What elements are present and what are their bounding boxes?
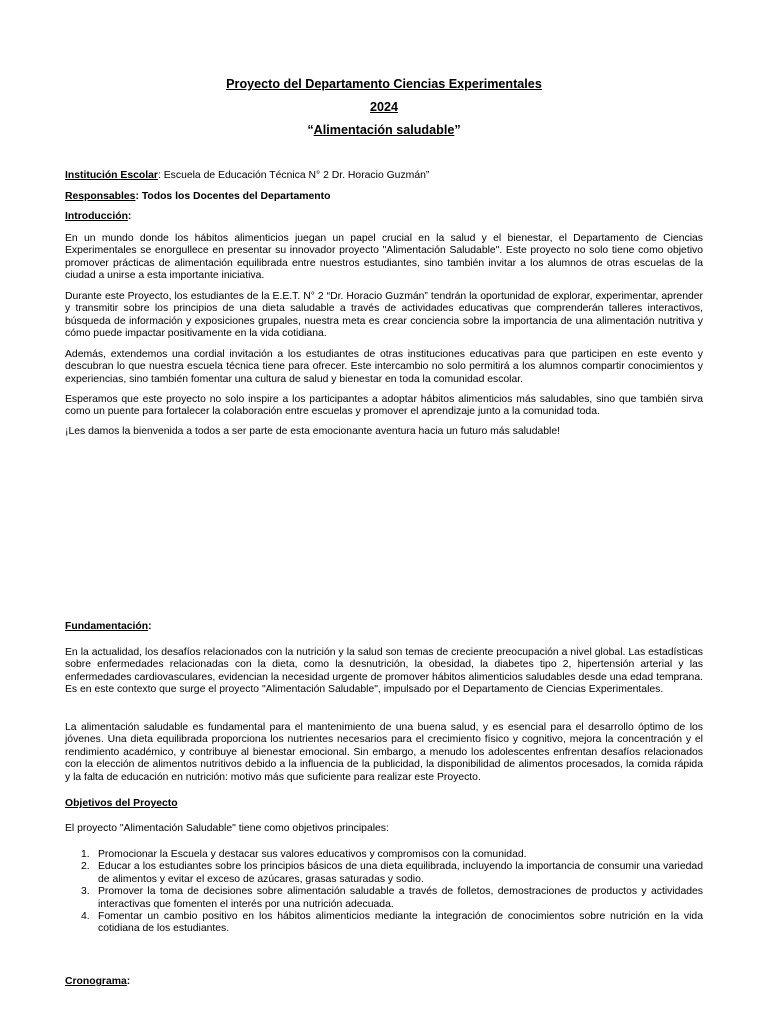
introduccion-heading-colon: : bbox=[127, 211, 132, 222]
introduccion-heading-text: Introducción bbox=[65, 211, 128, 222]
list-item bbox=[65, 861, 703, 886]
objetivos-heading-text: Objetivos del Proyecto bbox=[65, 798, 178, 809]
fundamentacion-heading bbox=[65, 621, 703, 633]
responsables-label: Responsables bbox=[65, 191, 136, 202]
list-item bbox=[65, 886, 703, 911]
responsables-value: Todos los Docentes del Departamento bbox=[141, 191, 331, 202]
responsables-line bbox=[65, 191, 703, 203]
paragraph: Además, extendemos una cordial invitación a los estudiantes de otras instituciones educativas para que participen en este evento y descubran lo que nuestra escuela técnica tiene para ofrecer. Este intercambio no solo permitirá a los alumnos compartir conocimientos y experiencias, sino también fomentar una cultura de salud y bienestar en toda la comunidad escolar. bbox=[65, 349, 703, 385]
document-title: Proyecto del Departamento Ciencias Experimentales bbox=[226, 77, 542, 91]
paragraph: En un mundo donde los hábitos alimenticios juegan un papel crucial en la salud y el bienestar, el Departamento de Ciencias Experimentales se enorgullece en presentar su innovador proyecto "Alimentación Saludable". Este proyecto no solo tiene como objetivo promover prácticas de alimentación equilibrada entre nuestros estudiantes, sino también invitar a los alumnos de otras escuelas de la ciudad a unirse a esta importante iniciativa. bbox=[65, 233, 703, 282]
cronograma-heading-text: Cronograma bbox=[65, 976, 127, 987]
list-item-text: Educar a los estudiantes sobre los principios básicos de una dieta equilibrada, incluyendo la importancia de consumir una variedad de alimentos y evitar el exceso de azúcares, grasas saturadas y sodio. bbox=[98, 861, 703, 885]
institution-value: Escuela de Educación Técnica N° 2 Dr. Horacio Guzmán” bbox=[163, 170, 430, 181]
project-name-text: Alimentación saludable bbox=[313, 123, 455, 137]
paragraph: Durante este Proyecto, los estudiantes de la E.E.T. N° 2 “Dr. Horacio Guzmán” tendrán la oportunidad de explorar, experimentar, aprender y transmitir sobre los principios de una dieta saludable a través de actividades educativas que comprenderán talleres interactivos, búsqueda de información y exposiciones grupales, nuestra meta es crear conciencia sobre la importancia de una alimentación nutritiva y cómo puede impactar positivamente en la vida cotidiana. bbox=[65, 291, 703, 340]
project-name-open-quote: “ bbox=[307, 123, 314, 137]
responsables-separator: : bbox=[135, 191, 142, 202]
introduccion-paragraph-2 bbox=[65, 291, 703, 341]
introduccion-paragraph-4 bbox=[65, 394, 703, 419]
list-item-number: 2. bbox=[81, 861, 90, 873]
list-item bbox=[65, 911, 703, 936]
fundamentacion-paragraph-2 bbox=[65, 722, 703, 784]
project-name-close-quote: ” bbox=[454, 123, 461, 137]
list-item-text: Fomentar un cambio positivo en los hábitos alimenticios mediante la integración de conocimientos sobre nutrición en la vida cotidiana de los estudiantes. bbox=[98, 911, 703, 935]
fundamentacion-paragraph-1 bbox=[65, 647, 703, 697]
institution-line bbox=[65, 170, 703, 182]
cronograma-heading bbox=[65, 976, 703, 988]
paragraph: Esperamos que este proyecto no solo inspire a los participantes a adoptar hábitos alimenticios más saludables, sino que también sirva como un puente para fortalecer la colaboración entre escuelas y promover el aprendizaje junto a la comunidad toda. bbox=[65, 394, 703, 418]
introduccion-paragraph-5 bbox=[65, 426, 703, 438]
project-name bbox=[0, 122, 768, 138]
introduccion-paragraph-1 bbox=[65, 233, 703, 283]
fundamentacion-heading-colon: : bbox=[148, 621, 152, 632]
paragraph: ¡Les damos la bienvenida a todos a ser parte de esta emocionante aventura hacia un futuro más saludable! bbox=[65, 426, 561, 437]
cronograma-heading-colon: : bbox=[126, 976, 131, 987]
introduccion-heading bbox=[65, 211, 703, 223]
list-item bbox=[65, 849, 703, 861]
objetivos-list bbox=[65, 849, 703, 936]
list-item-number: 3. bbox=[81, 886, 90, 898]
fundamentacion-heading-text: Fundamentación bbox=[65, 621, 149, 632]
institution-label: Institución Escolar bbox=[65, 170, 158, 181]
objetivos-heading bbox=[65, 798, 703, 810]
paragraph: El proyecto "Alimentación Saludable" tiene como objetivos principales: bbox=[65, 823, 389, 834]
title-block bbox=[0, 76, 768, 138]
institution-separator: : bbox=[157, 170, 164, 181]
paragraph: En la actualidad, los desafíos relacionados con la nutrición y la salud son temas de creciente preocupación a nivel global. Las estadísticas sobre enfermedades relacionadas con la dieta, como la desnutrición, la obesidad, la diabetes tipo 2, hipertensión arterial y las enfermedades cardiovasculares, evidencian la necesidad urgente de promover hábitos alimenticios saludables desde una edad temprana. Es en este contexto que surge el proyecto "Alimentación Saludable", impulsado por el Departamento de Ciencias Experimentales. bbox=[65, 647, 703, 696]
document-year: 2024 bbox=[369, 100, 399, 114]
list-item-number: 1. bbox=[81, 849, 90, 860]
list-item-text: Promover la toma de decisiones sobre alimentación saludable a través de folletos, demostraciones de productos y actividades interactivas que fomenten el interés por una nutrición adecuada. bbox=[98, 886, 703, 910]
objetivos-intro bbox=[65, 823, 703, 835]
introduccion-paragraph-3 bbox=[65, 349, 703, 386]
paragraph: La alimentación saludable es fundamental para el mantenimiento de una buena salud, y es esencial para el desarrollo óptimo de los jóvenes. Una dieta equilibrada proporciona los nutrientes necesarios para el crecimiento físico y cognitivo, mejora la concentración y el rendimiento académico, y contribuye al bienestar emocional. Sin embargo, a menudo los adolescentes enfrentan desafíos relacionados con la elección de alimentos nutritivos debido a la influencia de la publicidad, la disponibilidad de alimentos procesados, la comida rápida y la falta de educación en nutrición: motivo más que suficiente para realizar este Proyecto. bbox=[65, 722, 703, 783]
list-item-number: 4. bbox=[81, 911, 90, 923]
list-item-text: Promocionar la Escuela y destacar sus valores educativos y compromisos con la comunidad. bbox=[98, 849, 527, 860]
